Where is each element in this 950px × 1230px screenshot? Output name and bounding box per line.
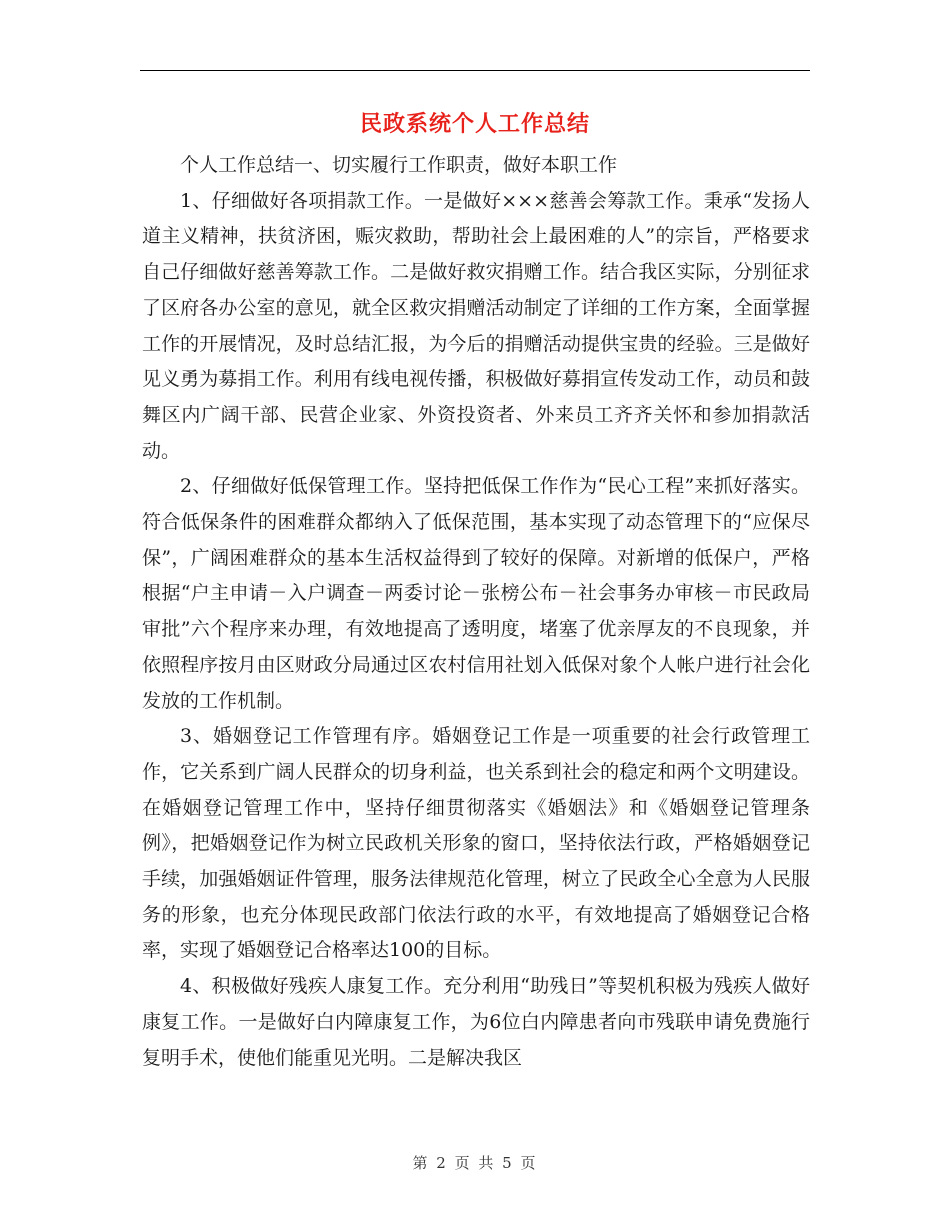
paragraph-donation: 1、仔细做好各项捐款工作。一是做好×××慈善会筹款工作。秉承“发扬人道主义精神，扶贫济困，赈灾救助，帮助社会上最困难的人”的宗旨，严格要求自己仔细做好慈善筹款工作。二是做好救灾捐赠工作。结合我区实际，分别征求了区府各办公室的意见，就全区救灾捐赠活动制定了详细的工作方案，全面掌握工作的开展情况，及时总结汇报，为今后的捐赠活动提供宝贵的经验。三是做好见义勇为募捐工作。利用有线电视传播，积极做好募捐宣传发动工作，动员和鼓舞区内广阔干部、民营企业家、外资投资者、外来员工齐齐关怀和参加捐款活动。 (142, 189, 810, 462)
header-rule (140, 70, 810, 71)
paragraph-marriage: 3、婚姻登记工作管理有序。婚姻登记工作是一项重要的社会行政管理工作，它关系到广阔人民群众的切身利益，也关系到社会的稳定和两个文明建设。在婚姻登记管理工作中，坚持仔细贯彻落实《婚姻法》和《婚姻登记管理条例》，把婚姻登记作为树立民政机关形象的窗口，坚持依法行政，严格婚姻登记手续，加强婚姻证件管理，服务法律规范化管理，树立了民政全心全意为人民服务的形象，也充分体现民政部门依法行政的水平，有效地提高了婚姻登记合格率，实现了婚姻登记合格率达100的目标。 (142, 725, 810, 962)
paragraph-disability: 4、积极做好残疾人康复工作。充分利用“助残日”等契机积极为残疾人做好康复工作。一是做好白内障康复工作，为6位白内障患者向市残联申请免费施行复明手术，使他们能重见光明。二是解决我区 (142, 975, 810, 1069)
document-title: 民政系统个人工作总结 (359, 111, 590, 137)
document-body (142, 148, 810, 1076)
page-number-footer: 第 2 页 共 5 页 (412, 1154, 538, 1172)
paragraph-intro: 个人工作总结一、切实履行工作职责，做好本职工作 (180, 154, 618, 176)
paragraph-low-income: 2、仔细做好低保管理工作。坚持把低保工作作为“民心工程”来抓好落实。符合低保条件的困难群众都纳入了低保范围，基本实现了动态管理下的“应保尽保”，广阔困难群众的基本生活权益得到了较好的保障。对新增的低保户，严格根据“户主申请－入户调查－两委讨论－张榜公布－社会事务办审核－市民政局审批”六个程序来办理，有效地提高了透明度，堵塞了优亲厚友的不良现象，并依照程序按月由区财政分局通过区农村信用社划入低保对象个人帐户进行社会化发放的工作机制。 (142, 475, 810, 712)
